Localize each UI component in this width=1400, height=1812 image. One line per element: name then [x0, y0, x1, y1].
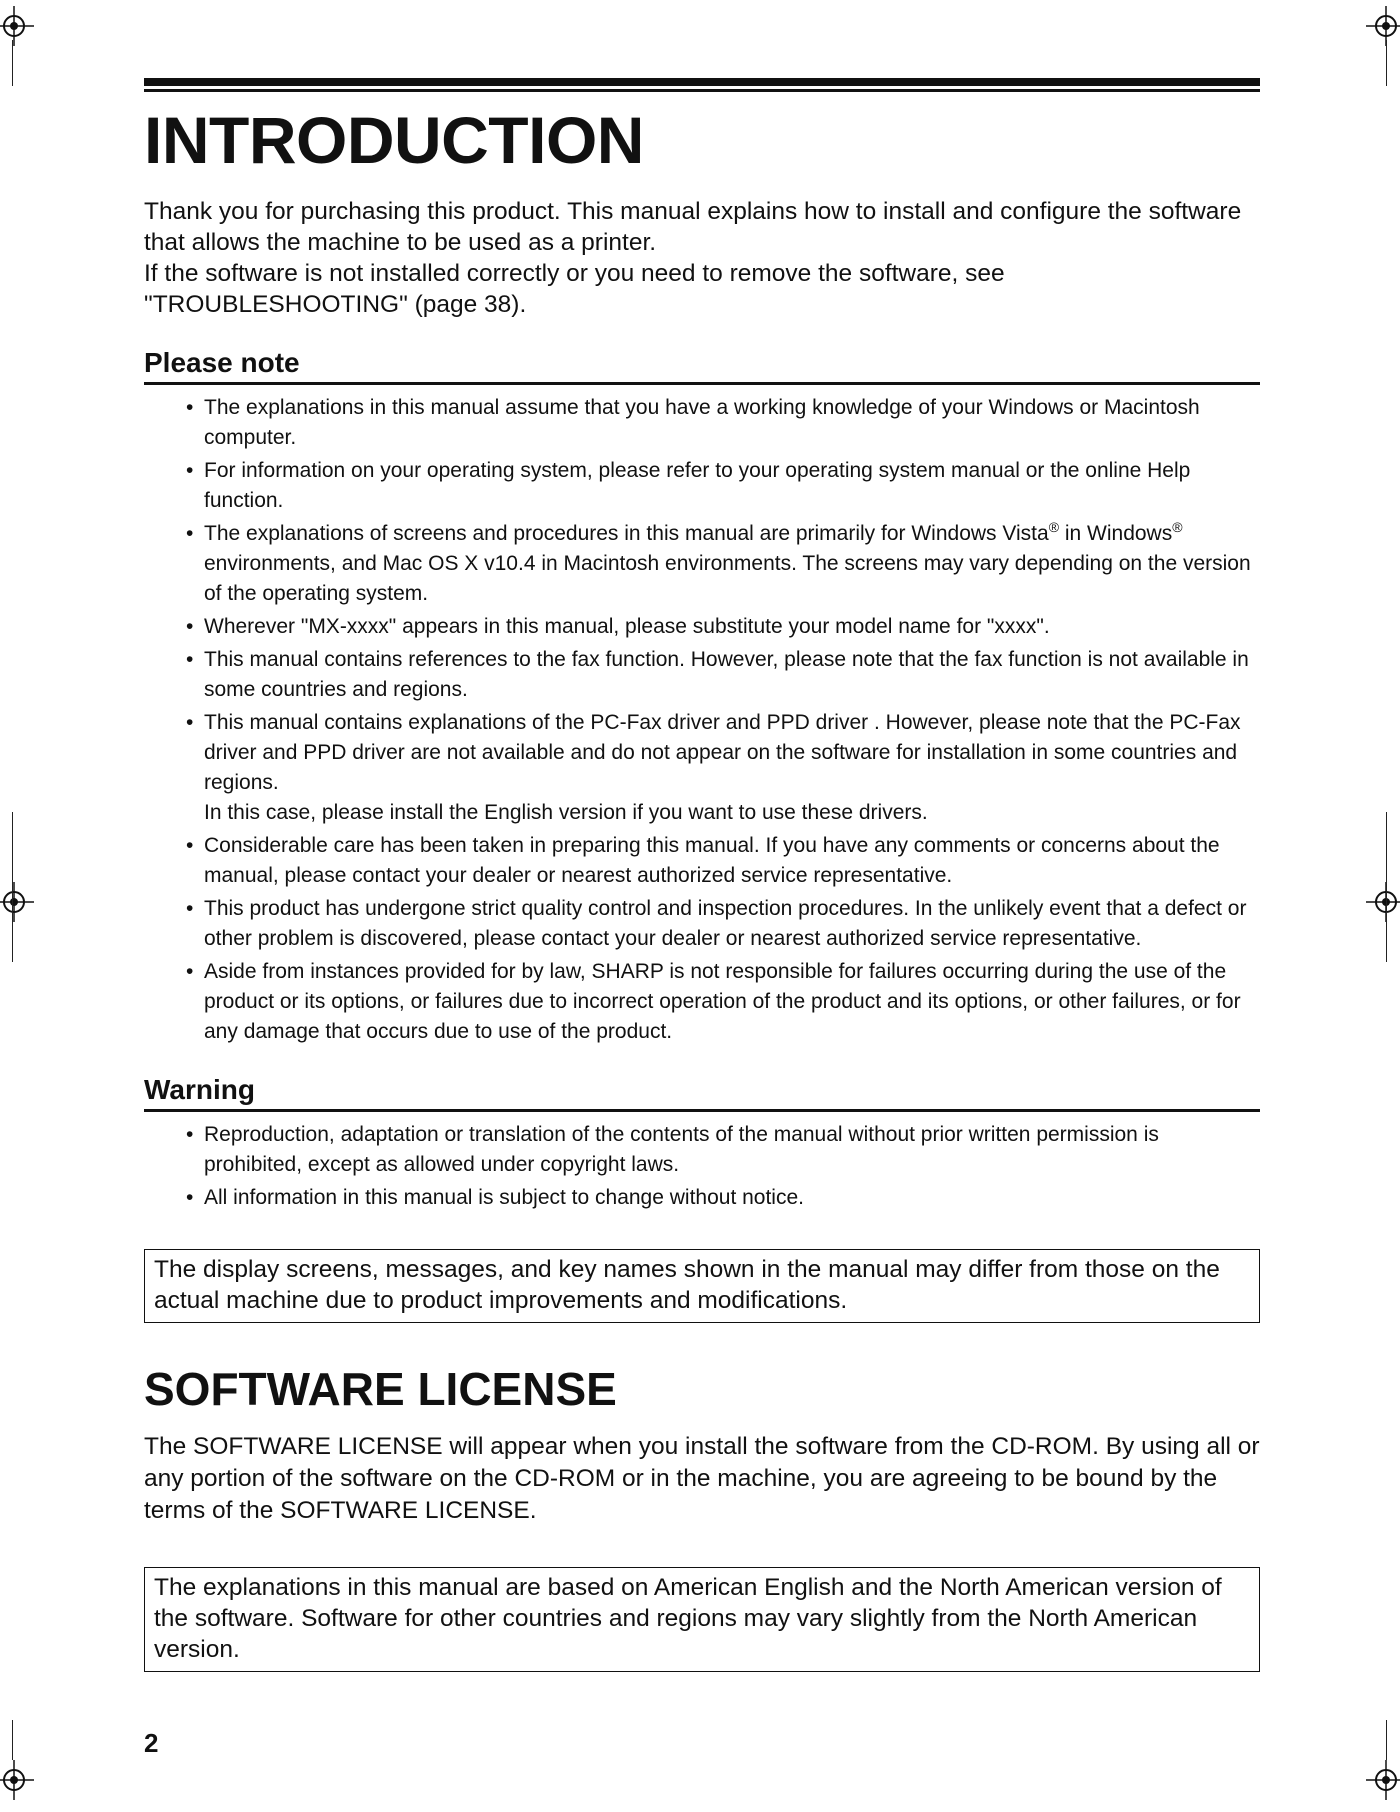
registration-mark-top-left-icon [0, 6, 34, 46]
list-item [186, 519, 1260, 609]
registration-mark-bottom-right-icon [1366, 1760, 1400, 1800]
warning-list [144, 1120, 1260, 1213]
crop-line [12, 40, 13, 86]
intro-paragraph: Thank you for purchasing this product. This manual explains how to install and configure the software that allows the machine to be used as a printer. [144, 198, 1242, 256]
crop-line [1386, 40, 1387, 86]
software-license-title: SOFTWARE LICENSE [144, 1363, 617, 1415]
registration-mark-mid-right-icon [1366, 882, 1400, 922]
list-item: • All information in this manual is subject to change without notice. [186, 1183, 1260, 1213]
list-item-text: in Windows [1059, 522, 1173, 545]
list-item-text: The explanations of screens and procedures in this manual are primarily for Windows Vista [204, 522, 1049, 545]
list-item-text: environments, and Mac OS X v10.4 in Macintosh environments. The screens may vary depending on the version of the operating system. [204, 552, 1251, 605]
software-license-text: The SOFTWARE LICENSE will appear when you install the software from the CD-ROM. By using all or any portion of the software on the CD-ROM or in the machine, you are agreeing to be bound by the terms of the SOFTWARE LICENSE. [144, 1433, 1260, 1524]
notice-box: The display screens, messages, and key names shown in the manual may differ from those on the actual machine due to product improvements and modifications. [144, 1249, 1260, 1323]
list-item: • Reproduction, adaptation or translation of the contents of the manual without prior written permission is prohibited, except as allowed under copyright laws. [186, 1120, 1260, 1180]
list-item: • This product has undergone strict quality control and inspection procedures. In the unlikely event that a defect or other problem is discovered, please contact your dealer or nearest authorized service representative. [186, 894, 1260, 954]
list-item: • Wherever "MX-xxxx" appears in this manual, please substitute your model name for "xxxx". [186, 612, 1260, 642]
notice-box: The explanations in this manual are based on American English and the North American version of the software. Software for other countries and regions may vary slightly from the North American version. [144, 1567, 1260, 1672]
crop-line [1386, 812, 1387, 962]
page-content [144, 98, 1260, 1672]
header-rule [144, 78, 1260, 86]
please-note-list [144, 393, 1260, 1047]
list-item: • For information on your operating system, please refer to your operating system manual or the online Help function. [186, 456, 1260, 516]
page-title: INTRODUCTION [144, 103, 644, 177]
list-item [186, 708, 1260, 828]
registered-mark: ® [1048, 519, 1060, 535]
crop-line [1386, 1720, 1387, 1760]
intro-text [144, 196, 1260, 320]
list-item: • Aside from instances provided for by law, SHARP is not responsible for failures occurring during the use of the product or its options, or failures due to incorrect operation of the product and its options, or other failures, or for any damage that occurs due to use of the product. [186, 957, 1260, 1047]
intro-paragraph: If the software is not installed correctly or you need to remove the software, see "TROUBLESHOOTING" (page 38). [144, 260, 1005, 318]
list-item: • Considerable care has been taken in preparing this manual. If you have any comments or concerns about the manual, please contact your dealer or nearest authorized service representative. [186, 831, 1260, 891]
crop-line [12, 812, 13, 962]
list-item: • The explanations in this manual assume that you have a working knowledge of your Windows or Macintosh computer. [186, 393, 1260, 453]
header-rule-thin [144, 89, 1260, 92]
page-number: 2 [144, 1728, 159, 1758]
please-note-heading: Please note [144, 346, 1260, 385]
registration-mark-top-right-icon [1366, 6, 1400, 46]
warning-heading: Warning [144, 1073, 1260, 1112]
list-item-text: This manual contains explanations of the PC-Fax driver and PPD driver . However, please note that the PC-Fax driver and PPD driver are not available and do not appear on the software for installation in some countries and regions. [204, 711, 1241, 794]
registration-mark-bottom-left-icon [0, 1760, 34, 1800]
registration-mark-mid-left-icon [0, 882, 34, 922]
list-item-extra: In this case, please install the English version if you want to use these drivers. [204, 801, 928, 824]
list-item: • This manual contains references to the fax function. However, please note that the fax function is not available in some countries and regions. [186, 645, 1260, 705]
registered-mark: ® [1172, 519, 1183, 535]
crop-line [12, 1720, 13, 1760]
